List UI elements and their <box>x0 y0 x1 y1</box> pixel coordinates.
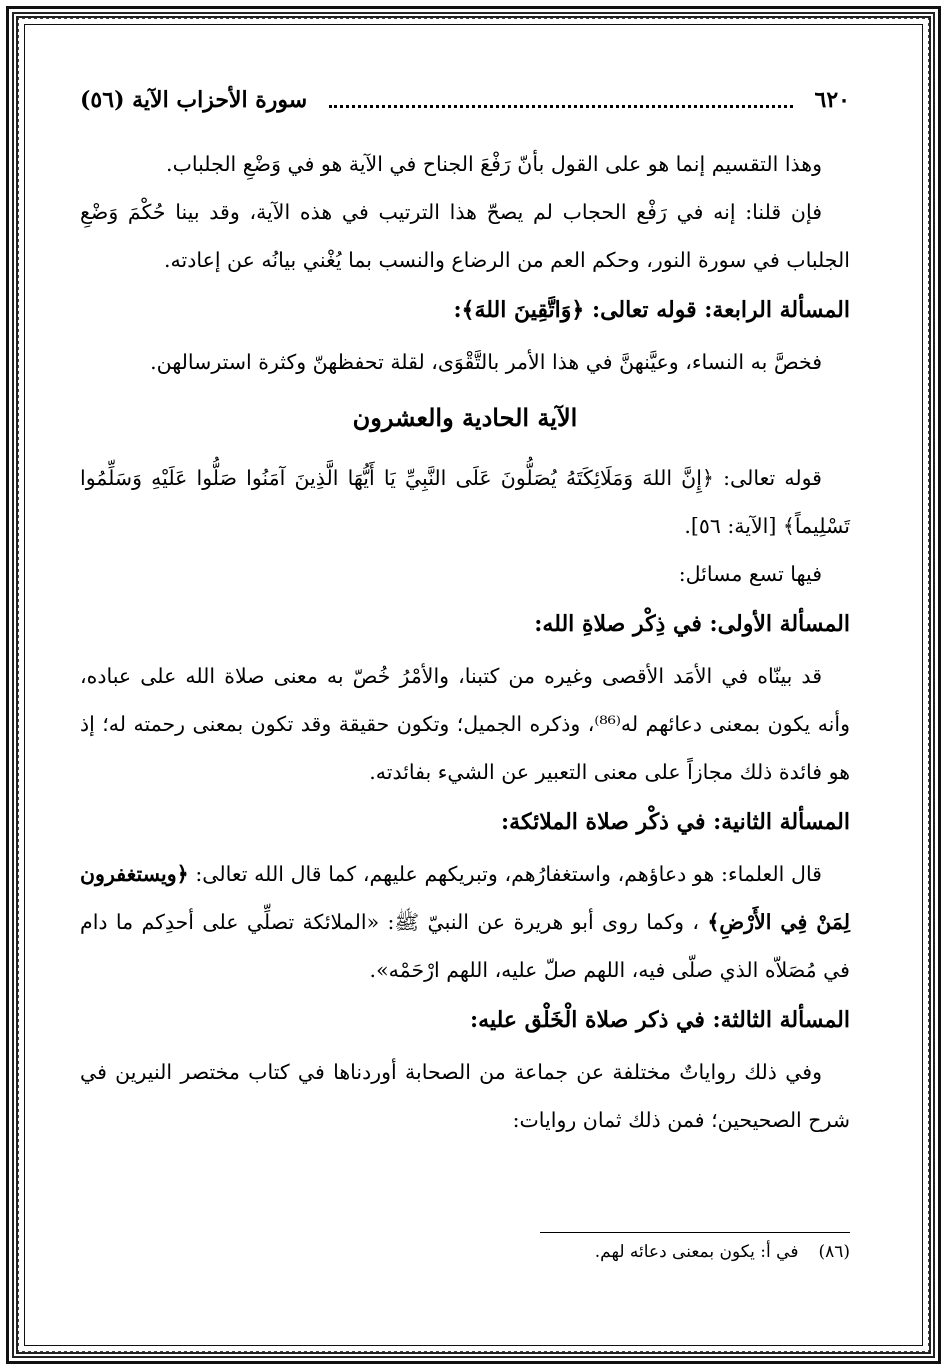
paragraph-1: وهذا التقسيم إنما هو على القول بأنّ رَفْعَ الجناح في الآية هو في وَضْعِ الجلباب. <box>166 152 822 176</box>
paragraph-6-part-a: قال العلماء: هو دعاؤهم، واستغفارُهم، وتبريكهم عليهم، كما قال الله تعالى: <box>195 862 822 886</box>
verse-reference: [الآية: ٥٦]. <box>684 514 777 538</box>
issue-2-heading: المسألة الثانية: في ذكْر صلاة الملائكة: <box>501 809 850 835</box>
running-header <box>80 80 850 120</box>
footnote-number: (٨٦) <box>818 1242 850 1262</box>
page-number: ٦٢٠ <box>814 87 850 113</box>
issue-4-verse: ﴿وَاتَّقِينَ اللهَ﴾: <box>453 297 585 323</box>
paragraph-4: فيها تسع مسائل: <box>678 562 822 586</box>
footnote-text: في أ: يكون بمعنى دعائه لهم. <box>594 1242 799 1262</box>
issue-3-heading: المسألة الثالثة: في ذكر صلاة الْخَلْق عليه: <box>470 1007 850 1033</box>
paragraph-7: وفي ذلك رواياتٌ مختلفة عن جماعة من الصحابة أوردناها في كتاب مختصر النيرين في شرح الصحيحين؛ فمن ذلك ثمان روايات: <box>80 1060 850 1132</box>
paragraph-5: قد بينّاه في الأمَد الأقصى وغيره من كتبنا، والأمْرُ خُصّ به معنى صلاة الله على عباده، وأنه يكون بمعنى دعائهم له⁽⁸⁶⁾، وذكره الجميل؛ وتكون حقيقة وقد تكون بمعنى رحمته له؛ إذ هو فائدة ذلك مجازاً على معنى التعبير عن الشيء بفائدته. <box>80 664 850 784</box>
verse-text: ﴿إِنَّ اللهَ وَمَلَائِكَتَهُ يُصَلُّونَ عَلَى النَّبِيِّ يَا أَيُّهَا الَّذِينَ آمَنُوا صَلُّوا عَلَيْهِ وَسَلِّمُوا تَسْلِيماً﴾ <box>80 466 850 538</box>
verse-intro: قوله تعالى: <box>723 466 822 490</box>
header-title: سورة الأحزاب الآية (٥٦) <box>80 87 308 113</box>
paragraph-6-part-b: ، وكما روى أبو هريرة عن النبيّ ﷺ: «الملائكة تصلِّي على أحدِكم ما دام في مُصَلاّه الذي صلّى فيه، اللهم صلّ عليه، اللهم ارْحَمْه». <box>80 910 850 982</box>
footnote <box>595 1242 850 1262</box>
verse-paragraph <box>80 454 850 550</box>
book-page <box>80 60 850 1310</box>
verse-title: الآية الحادية والعشرون <box>352 403 578 432</box>
paragraph-2: فإن قلنا: إنه في رَفْع الحجاب لم يصحّ هذا الترتيب في هذه الآية، وقد بينا حُكْمَ وَضْعِ الجلباب في سورة النور، وحكم العم من الرضاع والنسب بما يُغْني بيانُه عن إعادته. <box>80 200 850 272</box>
issue-4-heading <box>80 288 850 332</box>
paragraph-6 <box>80 850 850 994</box>
paragraph-3: فخصَّ به النساء، وعيَّنهنَّ في هذا الأمر بالتَّقْوَى، لقلة تحفظهنّ وكثرة استرسالهن. <box>150 350 822 374</box>
header-dot-leader <box>329 105 792 108</box>
issue-1-heading: المسألة الأولى: في ذِكْر صلاةِ الله: <box>534 611 850 637</box>
issue-4-label: المسألة الرابعة: قوله تعالى: <box>591 297 850 323</box>
page-body <box>80 140 850 1144</box>
footnote-separator <box>540 1232 850 1233</box>
paragraph-6-verse: ﴿ويستغفرون لِمَنْ فِي الأَرْضِ﴾ <box>80 862 850 934</box>
